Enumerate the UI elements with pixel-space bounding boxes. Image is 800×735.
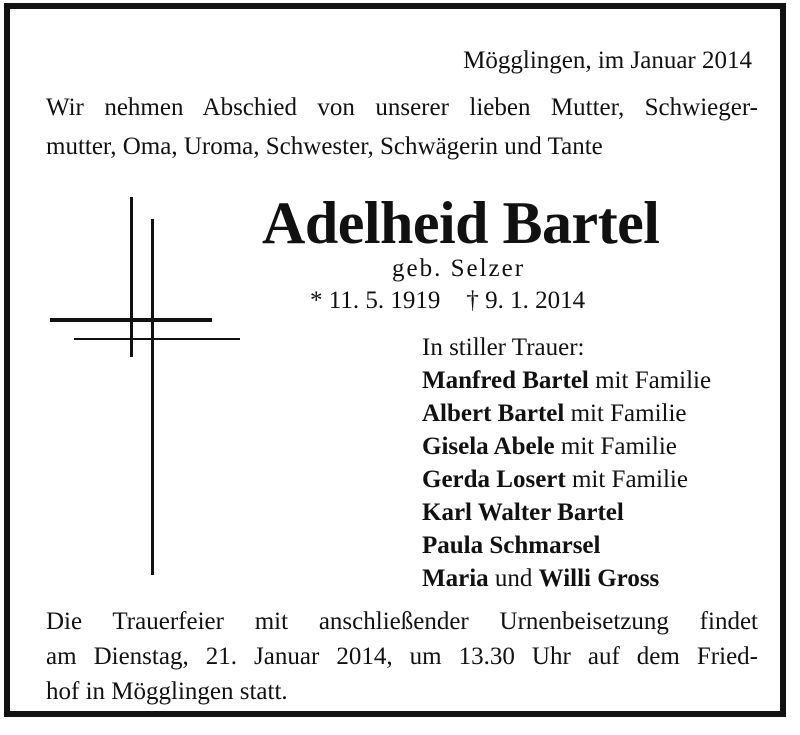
family-suffix: mit Familie bbox=[560, 433, 677, 460]
obituary-notice bbox=[4, 3, 786, 717]
mourners-heading: In stiller Trauer: bbox=[422, 334, 585, 361]
service-line-2: am Dienstag, 21. Januar 2014, um 13.30 Uhr auf dem Fried- bbox=[46, 643, 758, 670]
list-item bbox=[422, 430, 711, 463]
family-suffix: mit Familie bbox=[595, 367, 712, 394]
list-item bbox=[422, 397, 711, 430]
intro-line-2: mutter, Oma, Uroma, Schwester, Schwägerin und Tante bbox=[46, 133, 603, 160]
place-date: Mögglingen, im Januar 2014 bbox=[463, 47, 752, 74]
mourners-list bbox=[422, 331, 711, 595]
intro-line-1: Wir nehmen Abschied von unserer lieben Mutter, Schwieger- bbox=[46, 94, 758, 121]
family-suffix: mit Familie bbox=[571, 466, 688, 493]
mourner-name: Maria bbox=[422, 565, 489, 592]
list-item bbox=[422, 364, 711, 397]
list-item bbox=[422, 496, 711, 529]
cross-icon bbox=[10, 9, 270, 589]
list-item bbox=[422, 562, 711, 595]
mourner-name: Albert Bartel bbox=[422, 400, 565, 427]
life-dates bbox=[310, 285, 585, 317]
mourner-name: Gerda Losert bbox=[422, 466, 566, 493]
list-item bbox=[422, 529, 711, 562]
mourner-name: Karl Walter Bartel bbox=[422, 499, 624, 526]
mourner-name: Willi Gross bbox=[538, 565, 660, 592]
maiden-name: geb. Selzer bbox=[392, 255, 526, 282]
deceased-name: Adelheid Bartel bbox=[262, 190, 660, 256]
list-item bbox=[422, 463, 711, 496]
mourner-name: Manfred Bartel bbox=[422, 367, 589, 394]
death-date: † 9. 1. 2014 bbox=[466, 287, 586, 314]
mourner-name: Paula Schmarsel bbox=[422, 532, 601, 559]
joiner-word: und bbox=[494, 565, 533, 592]
family-suffix: mit Familie bbox=[570, 400, 687, 427]
service-line-3: hof in Mögglingen statt. bbox=[46, 678, 288, 705]
mourner-name: Gisela Abele bbox=[422, 433, 555, 460]
birth-date: * 11. 5. 1919 bbox=[310, 287, 441, 314]
service-line-1: Die Trauerfeier mit anschließender Urnenbeisetzung findet bbox=[46, 608, 758, 635]
